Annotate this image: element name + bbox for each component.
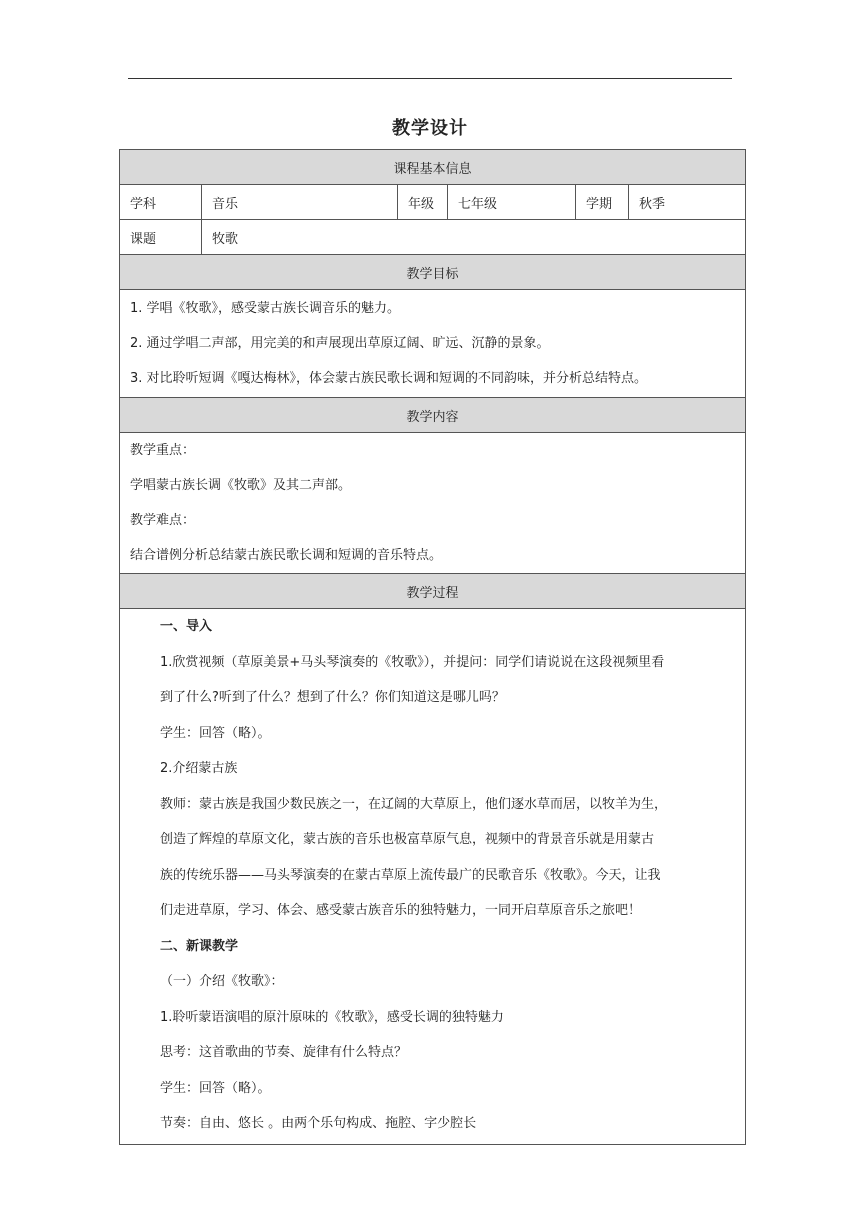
process-line: 学生：回答（略）。: [160, 725, 271, 741]
key-point-text: 学唱蒙古族长调《牧歌》及其二声部。: [130, 478, 352, 493]
objectives-cell: [120, 290, 746, 398]
topic-value: 牧歌: [202, 220, 746, 255]
difficulty-text: 结合谱例分析总结蒙古族民歌长调和短调的音乐特点。: [130, 548, 443, 563]
header-rule: [128, 78, 732, 79]
term-label: 学期: [576, 185, 629, 220]
process-line: 1.欣赏视频（草原美景+马头琴演奏的《牧歌》），并提问：同学们请说说在这段视频里看: [160, 654, 665, 670]
grade-label: 年级: [398, 185, 448, 220]
objective-item: 3. 对比聆听短调《嘎达梅林》，体会蒙古族民歌长调和短调的不同韵味，并分析总结特点。: [130, 371, 648, 386]
basic-info-header: 课程基本信息: [120, 150, 746, 185]
content-header: 教学内容: [120, 398, 746, 433]
process-line: 思考：这首歌曲的节奏、旋律有什么特点？: [160, 1045, 408, 1060]
objective-item: 1. 学唱《牧歌》，感受蒙古族长调音乐的魅力。: [130, 301, 401, 316]
process-line: 到了什么?听到了什么？想到了什么？你们知道这是哪儿吗？: [160, 690, 505, 705]
process-line: 学生：回答（略）。: [160, 1080, 271, 1096]
difficulty-label: 教学难点：: [130, 513, 196, 528]
process-line: 教师：蒙古族是我国少数民族之一，在辽阔的大草原上，他们逐水草而居，以牧羊为生，: [160, 796, 668, 812]
topic-label: 课题: [120, 220, 202, 255]
process-line: 节奏：自由、悠长 。由两个乐句构成、拖腔、字少腔长: [160, 1116, 477, 1131]
objectives-header: 教学目标: [120, 255, 746, 290]
process-cell: [120, 609, 746, 1145]
term-value: 秋季: [629, 185, 746, 220]
process-line: 2.介绍蒙古族: [160, 761, 238, 776]
subject-value: 音乐: [202, 185, 398, 220]
subject-label: 学科: [120, 185, 202, 220]
process-line: 们走进草原，学习、体会、感受蒙古族音乐的独特魅力，一同开启草原音乐之旅吧！: [160, 903, 642, 918]
process-line: （一）介绍《牧歌》：: [160, 974, 284, 989]
key-point-label: 教学重点：: [130, 443, 196, 458]
objective-item: 2. 通过学唱二声部，用完美的和声展现出草原辽阔、旷远、沉静的景象。: [130, 336, 550, 351]
process-header: 教学过程: [120, 574, 746, 609]
section-heading: 一、导入: [160, 619, 213, 634]
section-heading: 二、新课教学: [160, 938, 239, 954]
lesson-plan-table: [119, 149, 746, 1145]
document-title: 教学设计: [392, 118, 468, 139]
grade-value: 七年级: [448, 185, 576, 220]
process-line: 创造了辉煌的草原文化，蒙古族的音乐也极富草原气息，视频中的背景音乐就是用蒙古: [160, 832, 655, 847]
content-cell: [120, 433, 746, 574]
process-line: 族的传统乐器——马头琴演奏的在蒙古草原上流传最广的民歌音乐《牧歌》。今天，让我: [160, 867, 661, 883]
process-line: 1.聆听蒙语演唱的原汁原味的《牧歌》，感受长调的独特魅力: [160, 1009, 504, 1025]
